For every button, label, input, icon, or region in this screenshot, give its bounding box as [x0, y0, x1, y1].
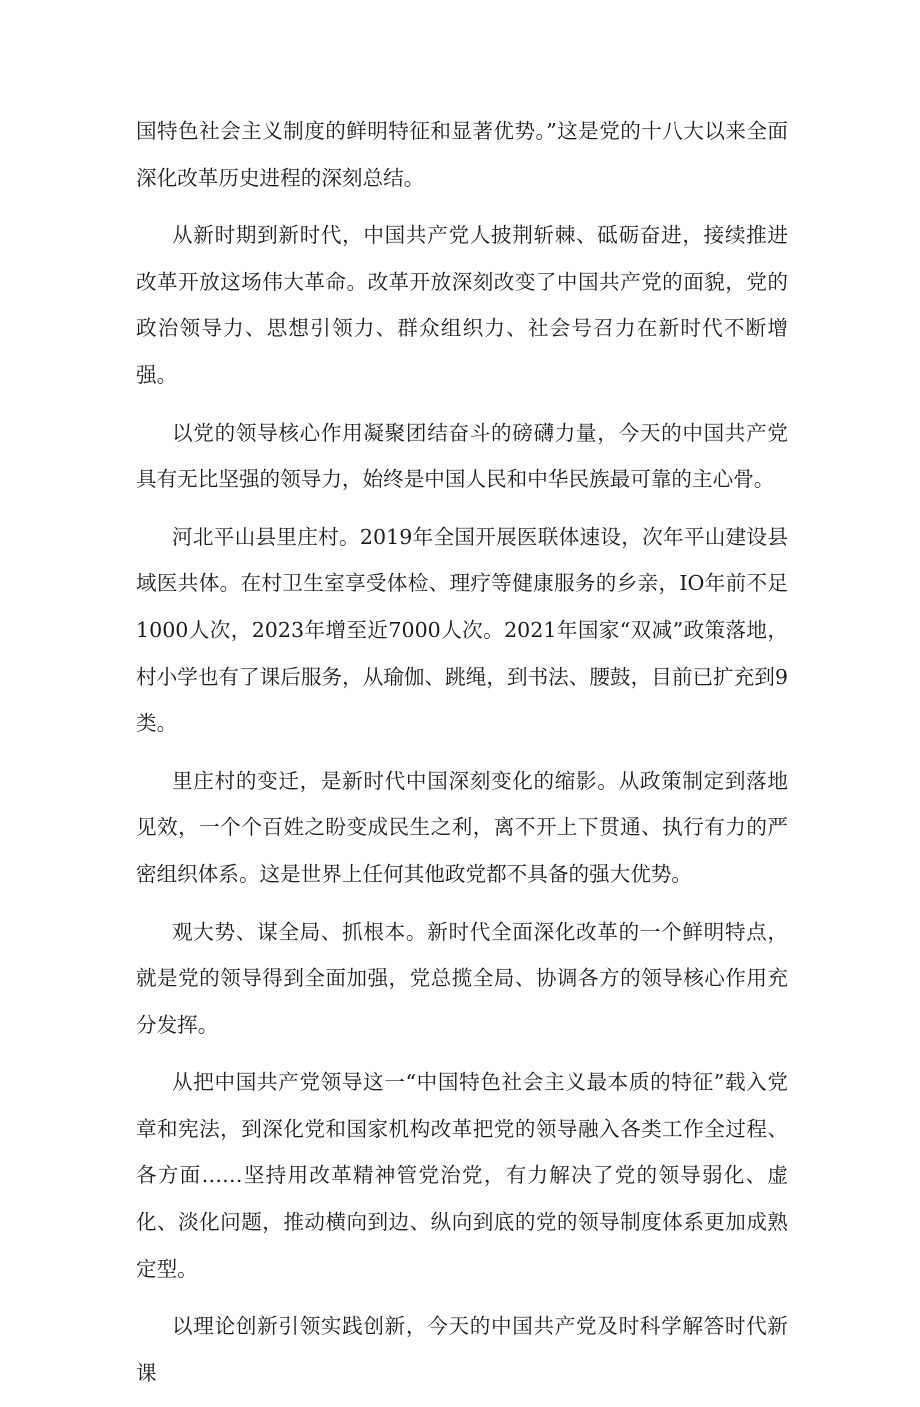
paragraph-8: 以理论创新引领实践创新，今天的中国共产党及时科学解答时代新课 [136, 1314, 788, 1385]
paragraph-6: 观大势、谋全局、抓根本。新时代全面深化改革的一个鲜明特点，就是党的领导得到全面加强，党总揽全局、协调各方的领导核心作用充分发挥。 [136, 919, 788, 1037]
paragraph-2: 从新时期到新时代，中国共产党人披荆斩棘、砥砺奋进，接续推进改革开放这场伟大革命。改革开放深刻改变了中国共产党的面貌，党的政治领导力、思想引领力、群众组织力、社会号召力在新时代不断增强。 [136, 223, 788, 387]
paragraph-5: 里庄村的变迁，是新时代中国深刻变化的缩影。从政策制定到落地见效，一个个百姓之盼变成民生之利，离不开上下贯通、执行有力的严密组织体系。这是世界上任何其他政党都不具备的强大优势。 [136, 768, 788, 886]
document-body [136, 108, 788, 1407]
paragraph-4: 河北平山县里庄村。2019年全国开展医联体速设，次年平山建设县域医共体。在村卫生室享受体检、理疗等健康服务的乡亲，IO年前不足1000人次，2023年增至近7000人次。2021年国家“双减”政策落地，村小学也有了课后服务，从瑜伽、跳绳，到书法、腰鼓，目前已扩充到9类。 [136, 524, 788, 736]
paragraph-7: 从把中国共产党领导这一“中国特色社会主义最本质的特征”载入党章和宪法，到深化党和国家机构改革把党的领导融入各类工作全过程、各方面……坚持用改革精神管党治党，有力解决了党的领导弱化、虚化、淡化问题，推动横向到边、纵向到底的党的领导制度体系更加成熟定型。 [136, 1070, 788, 1281]
paragraph-3: 以党的领导核心作用凝聚团结奋斗的磅礴力量，今天的中国共产党具有无比坚强的领导力，始终是中国人民和中华民族最可靠的主心骨。 [136, 420, 788, 492]
paragraph-1: 国特色社会主义制度的鲜明特征和显著优势。”这是党的十八大以来全面深化改革历史进程的深刻总结。 [136, 119, 788, 190]
